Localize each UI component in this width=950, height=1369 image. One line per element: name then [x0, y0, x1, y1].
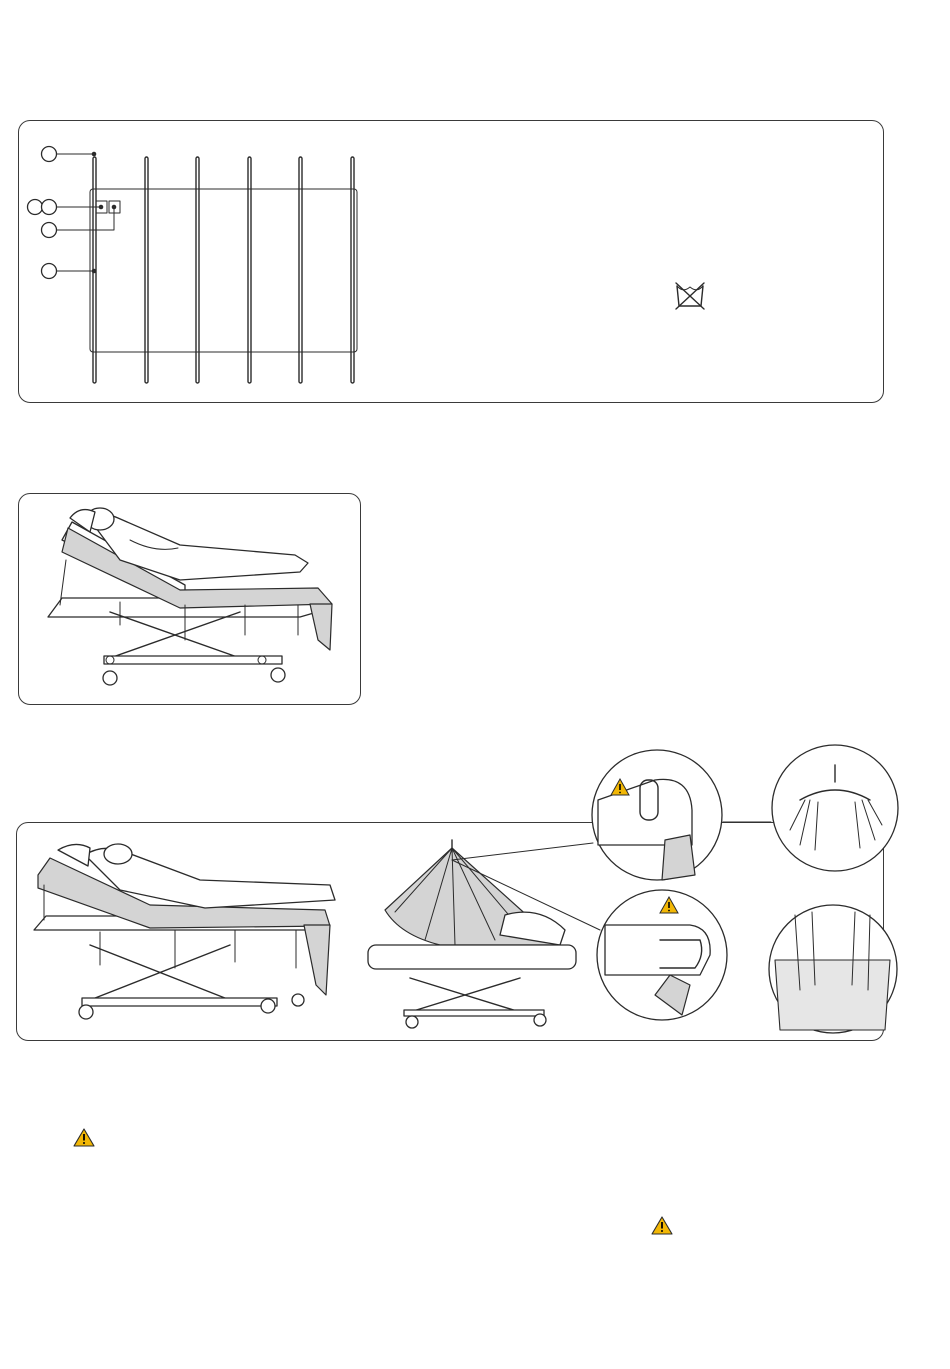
- lifted-sling-illustration: [368, 840, 600, 1028]
- bed-illustration-2: [34, 844, 335, 1019]
- detail-sling-seat: [769, 905, 897, 1033]
- detail-clip-attachment: [592, 750, 722, 880]
- detail-spreader-bar: [772, 745, 898, 871]
- warning-triangle-icon: [651, 1216, 673, 1236]
- detail-strap-hook: [597, 890, 727, 1020]
- warning-triangle-icon: [73, 1128, 95, 1148]
